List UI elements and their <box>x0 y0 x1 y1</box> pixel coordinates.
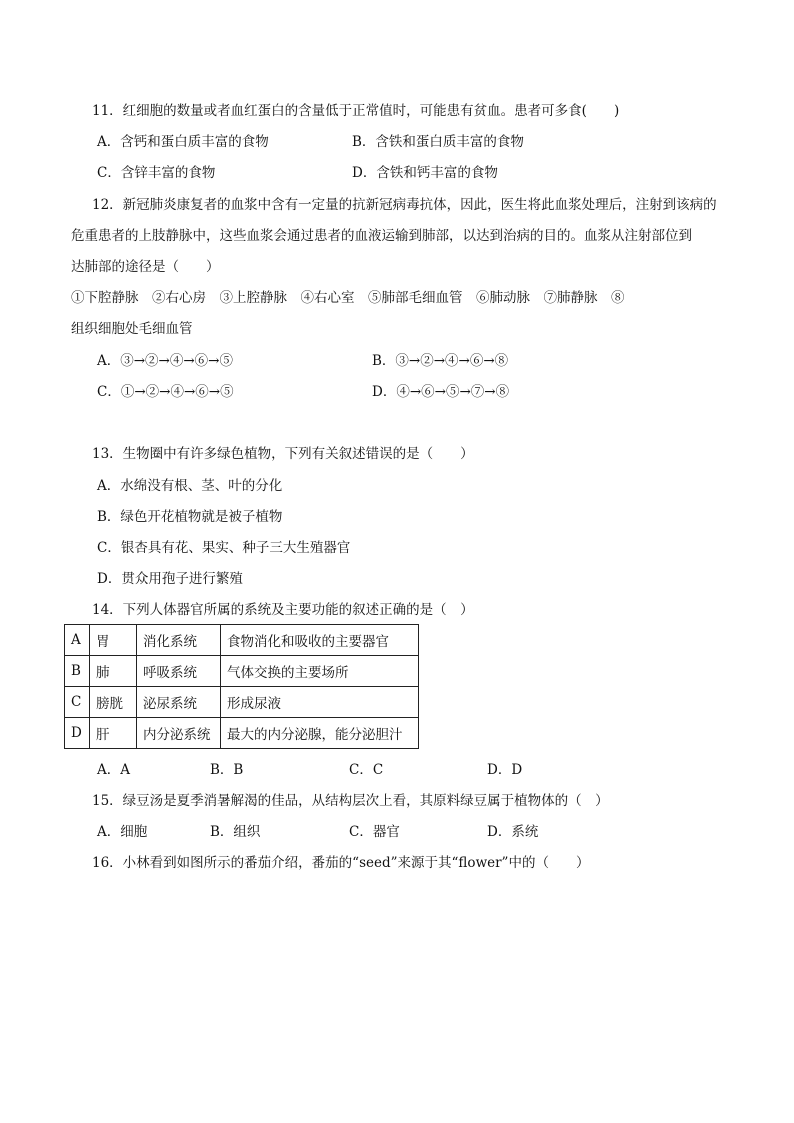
q12-stem-line-1: 12．新冠肺炎康复者的血浆中含有一定量的抗新冠病毒抗体，因此，医生将此血浆处理后，注射到该病的 <box>92 197 717 213</box>
table-cell: 膀胱 <box>90 687 137 718</box>
table-row <box>65 656 419 687</box>
q14-table <box>64 624 419 749</box>
table-cell: 最大的内分泌腺，能分泌胆汁 <box>221 718 419 749</box>
q14-option-b: B．B <box>210 762 244 778</box>
table-cell: 消化系统 <box>137 625 221 656</box>
q12-option-b: B．③→②→④→⑥→⑧ <box>372 353 509 369</box>
table-row <box>65 687 419 718</box>
q15-stem: 15．绿豆汤是夏季消暑解渴的佳品，从结构层次上看，其原料绿豆属于植物体的（ ） <box>92 793 609 809</box>
table-cell: 内分泌系统 <box>137 718 221 749</box>
q12-option-c: C．①→②→④→⑥→⑤ <box>97 384 234 400</box>
table-cell: 形成尿液 <box>221 687 419 718</box>
q11-option-d: D．含铁和钙丰富的食物 <box>352 165 498 181</box>
q15-option-a: A．细胞 <box>97 824 148 840</box>
table-cell: 气体交换的主要场所 <box>221 656 419 687</box>
q12-items-line-1: ①下腔静脉 ②右心房 ③上腔静脉 ④右心室 ⑤肺部毛细血管 ⑥肺动脉 ⑦肺静脉 ⑧ <box>71 290 625 306</box>
table-cell: B <box>65 656 90 687</box>
table-cell: 胃 <box>90 625 137 656</box>
q13-option-d: D．贯众用孢子进行繁殖 <box>97 571 243 587</box>
table-cell: A <box>65 625 90 656</box>
q14-options <box>0 761 794 779</box>
q11-option-a: A．含钙和蛋白质丰富的食物 <box>97 134 269 150</box>
q12-stem-line-3: 达肺部的途径是（ ） <box>71 259 220 275</box>
q14-stem: 14．下列人体器官所属的系统及主要功能的叙述正确的是（ ） <box>92 602 474 618</box>
q13-option-c: C．银杏具有花、果实、种子三大生殖器官 <box>97 540 351 556</box>
q13-stem: 13．生物圈中有许多绿色植物，下列有关叙述错误的是（ ） <box>92 446 474 462</box>
q16-stem: 16．小林看到如图所示的番茄介绍，番茄的“seed”来源于其“flower”中的（ ） <box>92 855 590 871</box>
q14-option-d: D．D <box>487 762 523 778</box>
q11-option-c: C．含锌丰富的食物 <box>97 165 216 181</box>
q13-option-b: B．绿色开花植物就是被子植物 <box>97 509 283 525</box>
table-cell: D <box>65 718 90 749</box>
q13-option-a: A．水绵没有根、茎、叶的分化 <box>97 478 283 494</box>
q12-option-a: A．③→②→④→⑥→⑤ <box>97 353 233 369</box>
table-cell: 肝 <box>90 718 137 749</box>
q11-stem: 11．红细胞的数量或者血红蛋白的含量低于正常值时，可能患有贫血。患者可多食( ) <box>92 103 620 119</box>
table-cell: 呼吸系统 <box>137 656 221 687</box>
q14-option-c: C．C <box>349 762 384 778</box>
table-cell: 肺 <box>90 656 137 687</box>
q15-option-d: D．系统 <box>487 824 539 840</box>
table-row <box>65 625 419 656</box>
q15-option-b: B．组织 <box>210 824 261 840</box>
q14-option-a: A．A <box>97 762 130 778</box>
table-cell: 食物消化和吸收的主要器官 <box>221 625 419 656</box>
q12-items-line-2: 组织细胞处毛细血管 <box>71 321 193 337</box>
table-cell: 泌尿系统 <box>137 687 221 718</box>
q12-option-d: D．④→⑥→⑤→⑦→⑧ <box>372 384 510 400</box>
table-cell: C <box>65 687 90 718</box>
q11-option-b: B．含铁和蛋白质丰富的食物 <box>352 134 524 150</box>
q15-options <box>0 823 794 841</box>
q12-stem-line-2: 危重患者的上肢静脉中，这些血浆会通过患者的血液运输到肺部，以达到治病的目的。血浆从注射部位到 <box>71 228 692 244</box>
q15-option-c: C．器官 <box>349 824 400 840</box>
table-row <box>65 718 419 749</box>
